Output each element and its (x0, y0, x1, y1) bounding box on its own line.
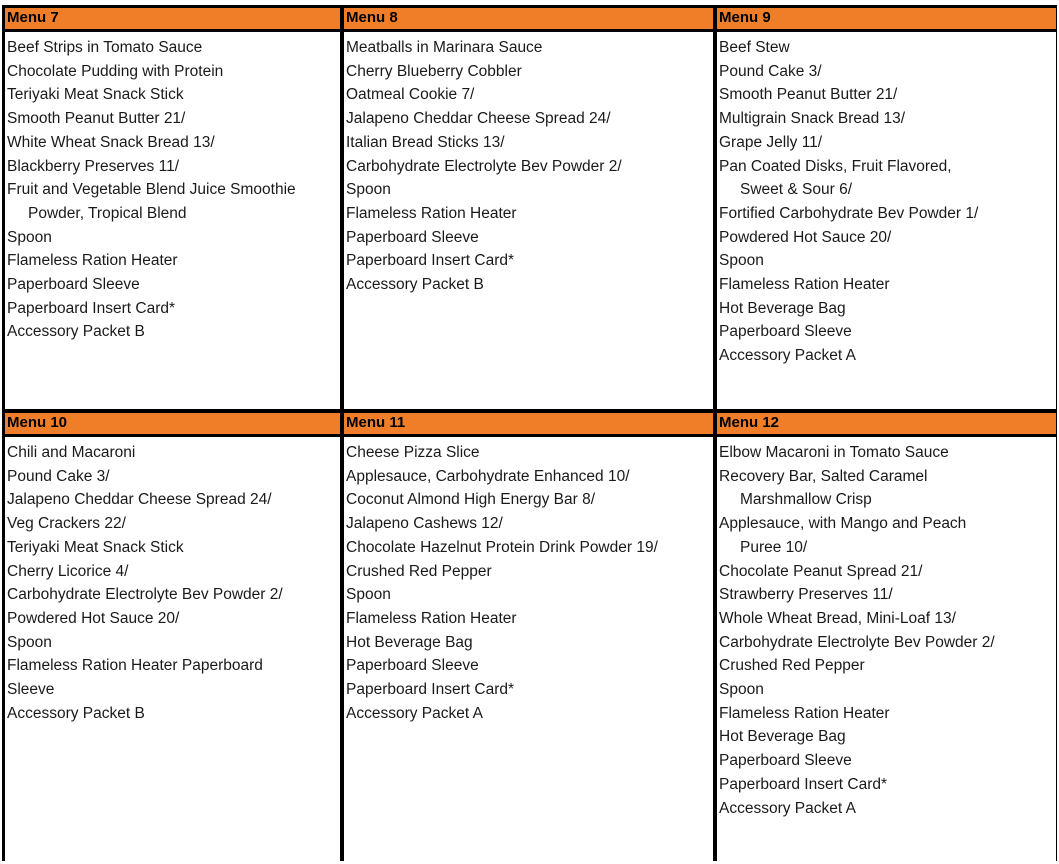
menu-item: Crushed Red Pepper (346, 562, 492, 580)
menu-item: Flameless Ration Heater (7, 252, 178, 270)
menu-item-continuation: Powder, Tropical Blend (28, 204, 187, 222)
menu-item: Paperboard Insert Card* (719, 775, 888, 793)
menu-item: Whole Wheat Bread, Mini-Loaf 13/ (719, 609, 956, 627)
menu-item: Spoon (7, 633, 52, 651)
menu-title: Menu 10 (5, 413, 340, 437)
menu-card-10 (5, 413, 340, 864)
menu-item-list (717, 32, 1056, 368)
menu-title: Menu 9 (717, 8, 1056, 32)
menu-item: Applesauce, with Mango and Peach (719, 515, 967, 533)
menu-item: Accessory Packet A (719, 347, 856, 365)
menu-item: Veg Crackers 22/ (7, 515, 126, 533)
menu-title: Menu 7 (5, 8, 340, 32)
menu-item-list (5, 437, 340, 725)
menu-item: Crushed Red Pepper (719, 657, 865, 675)
menu-item: Flameless Ration Heater (346, 204, 517, 222)
menu-item: Smooth Peanut Butter 21/ (7, 110, 186, 128)
menu-card-7 (5, 8, 340, 409)
menu-item: Spoon (346, 181, 391, 199)
menu-item: Paperboard Sleeve (719, 323, 852, 341)
menu-item: Chocolate Pudding with Protein (7, 62, 224, 80)
menu-item-continuation: Sweet & Sour 6/ (740, 181, 853, 199)
menu-item: Multigrain Snack Bread 13/ (719, 110, 906, 128)
menu-item: Pan Coated Disks, Fruit Flavored, (719, 157, 952, 175)
menu-item-list (5, 32, 340, 344)
menu-item: Hot Beverage Bag (346, 633, 473, 651)
menu-item: Pound Cake 3/ (719, 62, 822, 80)
menu-item: Fruit and Vegetable Blend Juice Smoothie (7, 181, 296, 199)
menu-grid (2, 5, 1057, 861)
menu-item: Teriyaki Meat Snack Stick (7, 86, 184, 104)
menu-item: Recovery Bar, Salted Caramel (719, 467, 928, 485)
menu-item-list (717, 437, 1056, 820)
menu-item: Paperboard Insert Card* (346, 252, 515, 270)
menu-card-8 (344, 8, 713, 409)
menu-item: Accessory Packet B (7, 704, 145, 722)
menu-item: Paperboard Sleeve (346, 657, 479, 675)
menu-item: Chili and Macaroni (7, 444, 136, 461)
menu-item: Beef Stew (719, 39, 790, 56)
menu-item: Jalapeno Cheddar Cheese Spread 24/ (346, 110, 611, 128)
menu-title: Menu 12 (717, 413, 1056, 437)
menu-item: Carbohydrate Electrolyte Bev Powder 2/ (346, 157, 622, 175)
menu-item: Paperboard Sleeve (7, 276, 140, 294)
menu-item: Elbow Macaroni in Tomato Sauce (719, 444, 949, 461)
menu-item: Blackberry Preserves 11/ (7, 157, 179, 175)
menu-item: Applesauce, Carbohydrate Enhanced 10/ (346, 467, 630, 485)
menu-item: Smooth Peanut Butter 21/ (719, 86, 898, 104)
menu-item: Hot Beverage Bag (719, 728, 846, 746)
menu-item-list (344, 437, 713, 725)
menu-item: Flameless Ration Heater (346, 609, 517, 627)
menu-item: Beef Strips in Tomato Sauce (7, 39, 203, 56)
menu-item: Teriyaki Meat Snack Stick (7, 538, 184, 556)
menu-item: Paperboard Insert Card* (7, 299, 176, 317)
menu-title: Menu 11 (344, 413, 713, 437)
menu-item: Grape Jelly 11/ (719, 133, 823, 151)
menu-item: Paperboard Sleeve (719, 752, 852, 770)
menu-item: Accessory Packet B (7, 323, 145, 341)
menu-item: Oatmeal Cookie 7/ (346, 86, 475, 104)
menu-item: Fortified Carbohydrate Bev Powder 1/ (719, 204, 979, 222)
menu-item: Flameless Ration Heater (719, 704, 890, 722)
menu-item: Cherry Blueberry Cobbler (346, 62, 522, 80)
menu-item: Paperboard Sleeve (346, 228, 479, 246)
menu-item: Spoon (719, 252, 764, 270)
menu-item: Chocolate Hazelnut Protein Drink Powder 19/ (346, 538, 658, 556)
menu-item: Paperboard Insert Card* (346, 681, 515, 699)
menu-card-9 (717, 8, 1056, 409)
menu-item-list (344, 32, 713, 297)
menu-item-continuation: Marshmallow Crisp (740, 491, 872, 509)
menu-card-11 (344, 413, 713, 864)
menu-item: Spoon (719, 681, 764, 699)
menu-card-12 (717, 413, 1056, 864)
menu-item: Strawberry Preserves 11/ (719, 586, 893, 604)
menu-item: Pound Cake 3/ (7, 467, 110, 485)
menu-item: Carbohydrate Electrolyte Bev Powder 2/ (7, 586, 283, 604)
menu-item: Italian Bread Sticks 13/ (346, 133, 505, 151)
menu-item: Meatballs in Marinara Sauce (346, 39, 543, 56)
menu-item: Accessory Packet A (719, 799, 856, 817)
menu-item: Accessory Packet B (346, 276, 484, 294)
menu-item: Sleeve (7, 681, 55, 699)
menu-item: White Wheat Snack Bread 13/ (7, 133, 215, 151)
menu-item: Cherry Licorice 4/ (7, 562, 129, 580)
menu-item: Jalapeno Cheddar Cheese Spread 24/ (7, 491, 272, 509)
menu-item: Flameless Ration Heater (719, 276, 890, 294)
menu-item: Jalapeno Cashews 12/ (346, 515, 503, 533)
menu-title: Menu 8 (344, 8, 713, 32)
menu-item: Powdered Hot Sauce 20/ (7, 609, 180, 627)
menu-item-continuation: Puree 10/ (740, 538, 808, 556)
menu-item: Coconut Almond High Energy Bar 8/ (346, 491, 595, 509)
menu-item: Hot Beverage Bag (719, 299, 846, 317)
menu-item: Carbohydrate Electrolyte Bev Powder 2/ (719, 633, 995, 651)
menu-item: Spoon (346, 586, 391, 604)
menu-item: Accessory Packet A (346, 704, 483, 722)
menu-item: Cheese Pizza Slice (346, 444, 480, 461)
menu-item: Chocolate Peanut Spread 21/ (719, 562, 923, 580)
menu-item: Flameless Ration Heater Paperboard (7, 657, 263, 675)
menu-item: Spoon (7, 228, 52, 246)
menu-item: Powdered Hot Sauce 20/ (719, 228, 892, 246)
